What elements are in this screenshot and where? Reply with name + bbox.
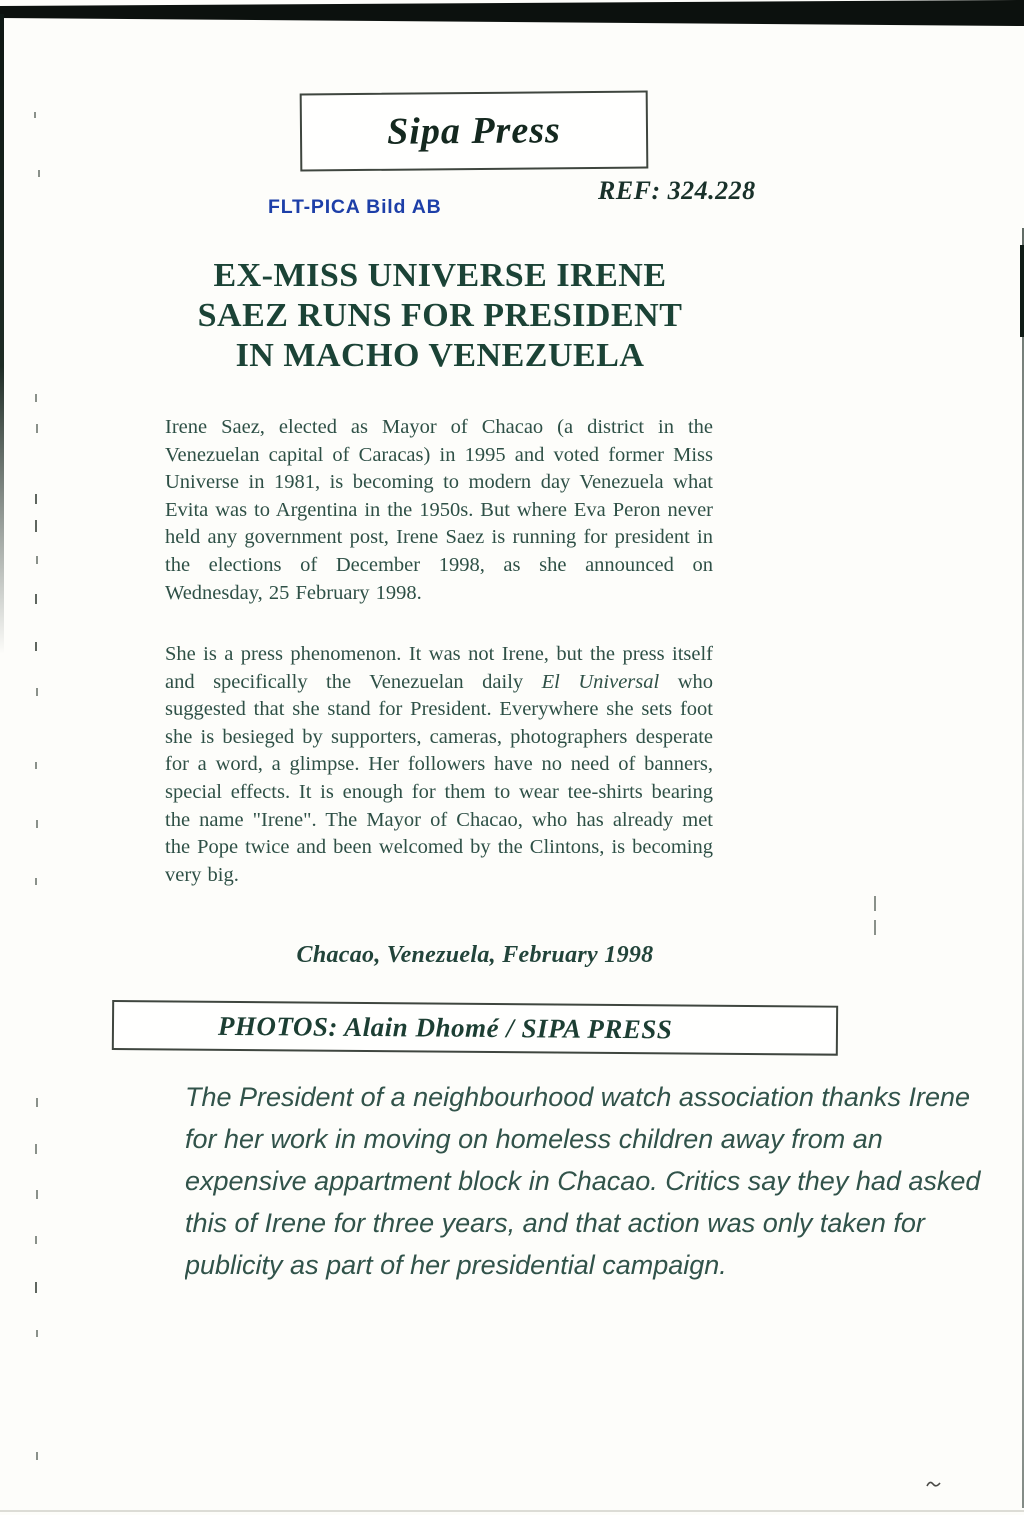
photo-caption [185,1076,1024,1286]
scan-speck [35,878,37,885]
scan-speck [35,762,37,769]
paragraph-text: who suggested that she stand for President. Everywhere she sets foot she is besieged by supporters, cameras, photographers desperate for a word, a glimpse. Her followers have no need of banners, special effects. It is enough for them to wear tee-shirts bearing the name "Irene". The Mayor of Chacao, who has already met the Pope twice and been welcomed by the Clintons, is becoming very big. [165,670,713,886]
scan-edge-left [0,14,4,654]
scan-speck [36,424,38,433]
scan-speck [36,1452,38,1460]
caption-line: this of Irene for three years, and that action was only taken for [185,1208,925,1238]
scan-speck [35,394,37,402]
headline-line: SAEZ RUNS FOR PRESIDENT [197,297,683,334]
photo-credit-box [112,1000,838,1056]
caption-line: publicity as part of her presidential campaign. [185,1250,727,1280]
dateline: Chacao, Venezuela, February 1998 [296,942,654,968]
scan-speck [36,1190,38,1199]
agency-logo-box [300,90,649,171]
scan-speck [38,170,40,177]
photo-credit: PHOTOS: Alain Dhomé / SIPA PRESS [217,1010,673,1044]
body-paragraph-1: Irene Saez, elected as Mayor of Chacao (a district in the Venezuelan capital of Caracas) in 1995 and voted former Miss Universe in 1981, is becoming to modern day Venezuela what Evita was to Argentina in the 1950s. But where Eva Peron never held any government post, Irene Saez is running for president in the elections of December 1998, as she announced on Wednesday, 25 February 1998. [165,416,713,604]
headline-line: IN MACHO VENEZUELA [235,337,645,374]
scan-speck [36,556,38,564]
scan-speck [36,1098,38,1107]
reference-number: REF: 324.228 [598,176,756,205]
scan-edge-top [0,0,1024,28]
newspaper-title: El Universal [541,670,660,693]
headline-line: EX-MISS UNIVERSE IRENE [213,257,667,294]
headline [140,256,740,376]
pen-mark [926,1478,942,1490]
scan-speck [35,1144,37,1154]
scan-edge-right-dark [1020,245,1024,337]
scan-speck [36,820,38,828]
caption-line: expensive appartment block in Chacao. Critics say they had asked [185,1166,981,1196]
scan-speck [35,494,37,504]
paragraph-text: She is a press phenomenon. It was not Irene, but the press itself and specifically the Venezuelan daily [165,643,713,693]
scan-speck [36,1330,38,1337]
body-paragraph-2 [165,641,713,889]
scan-speck [35,642,37,651]
scan-edge-bottom [0,1510,1024,1512]
scan-speck [34,112,36,118]
scan-speck [35,520,37,532]
agency-subtitle: FLT-PICA Bild AB [268,196,442,218]
caption-line: for her work in moving on homeless children away from an [185,1124,883,1154]
scan-speck [35,594,37,604]
caption-line: The President of a neighbourhood watch association thanks Irene [185,1082,971,1112]
scan-speck [874,920,876,935]
scan-speck [35,1282,37,1293]
scan-speck [35,1236,37,1244]
scan-speck [874,896,876,911]
scan-speck [36,688,38,696]
agency-name: Sipa Press [386,109,561,153]
